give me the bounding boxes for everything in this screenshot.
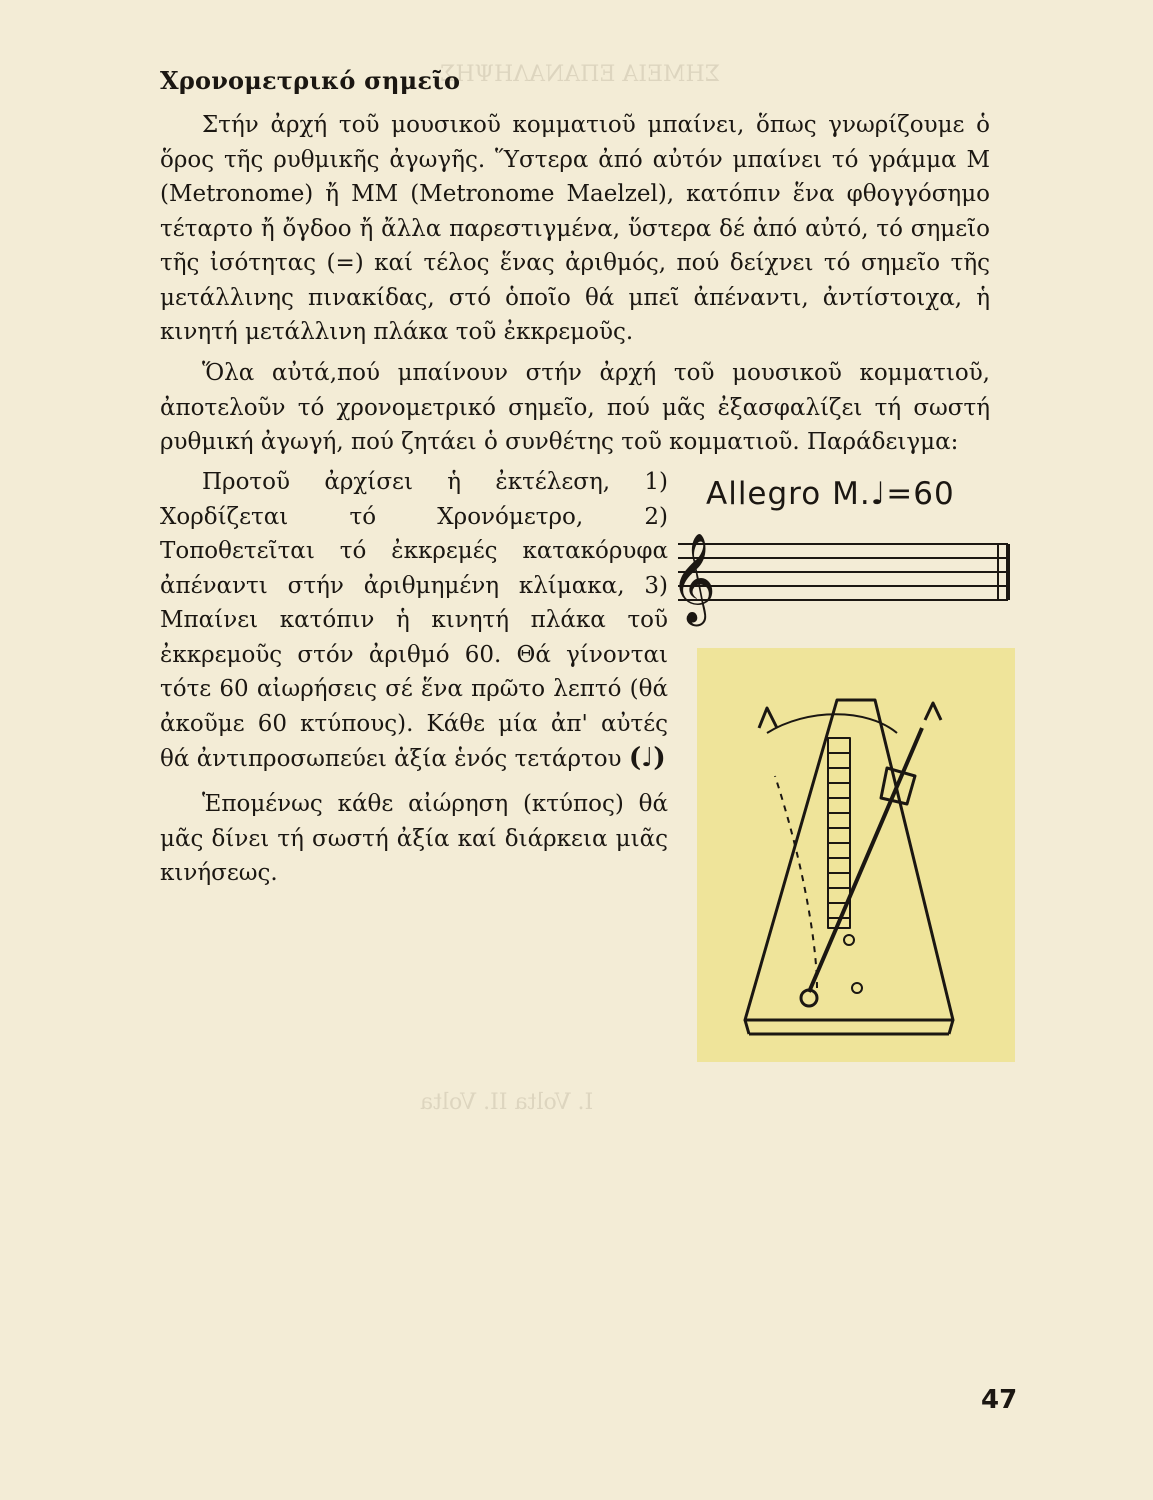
music-staff — [668, 520, 1013, 630]
quarter-note-symbol: (♩) — [628, 743, 666, 773]
treble-clef-icon: 𝄞 — [670, 533, 717, 623]
tempo-marking: Allegro M.♩=60 — [706, 476, 955, 512]
paragraph-summary: Ὅλα αὐτά,πού μπαίνουν στήν ἀρχή τοῦ μουσικοῦ κομματιοῦ, ἀποτελοῦν τό χρονομετρικό σημεῖο, πού μᾶς ἐξασφαλίζει τή σωστή ρυθμική ἀγωγή, πού ζητάει ὁ συνθέτης τοῦ κομματιοῦ. Παράδειγμα: — [160, 360, 990, 455]
page-number: 47 — [981, 1385, 1018, 1415]
paragraph-procedure — [160, 465, 668, 777]
bleed-through-text: Ι. Volta ΙΙ. Volta — [420, 1090, 594, 1115]
metronome-icon — [697, 648, 1015, 1062]
procedure-text: Προτοῦ ἀρχίσει ἡ ἐκτέλεση, 1) Χορδίζεται τό Χρονόμετρο, 2) Τοποθετεῖται τό ἐκκρεμές κατακόρυφα ἀπέναντι στήν ἀριθμημένη κλίμακα, 3) Μπαίνει κατόπιν ἡ κινητή πλάκα τοῦ ἐκκρεμοῦς στόν ἀριθμό 60. Θά γίνονται τότε 60 αἰωρήσεις σέ ἕνα πρῶτο λεπτό (θά ἀκοῦμε 60 κτύπους). Κάθε μία ἀπ' αὐτές θά ἀντιπροσωπεύει ἀξία ἑνός τετάρτου — [160, 469, 668, 772]
bleed-through-text: ΣΗΜΕΙΑ ΕΠΑΝΑΛΗΨΗΣ — [440, 62, 721, 87]
paragraph-conclusion: Ἑπομένως κάθε αἰώρηση (κτύπος) θά μᾶς δίνει τή σωστή ἀξία καί διάρκεια μιᾶς κινήσεως. — [160, 791, 668, 886]
page-heading: Χρονομετρικό σημεῖο — [160, 66, 461, 95]
paragraph-intro: Στήν ἀρχή τοῦ μουσικοῦ κομματιοῦ μπαίνει, ὅπως γνωρίζουμε ὁ ὅρος τῆς ρυθμικῆς ἀγωγῆς. Ὕστερα ἀπό αὐτόν μπαίνει τό γράμμα Μ (Metronome) ἤ ΜΜ (Metronome Maelzel), κατόπιν ἕνα φθογγόσημο τέταρτο ἤ ὄγδοο ἤ ἄλλα παρεστιγμένα, ὕστερα δέ ἀπό αὐτό, τό σημεῖο τῆς ἰσότητας (=) καί τέλος ἕνας ἀριθμός, πού δείχνει τό σημεῖο τῆς μετάλλινης πινακίδας, στό ὁποῖο θά μπεῖ ἀπέναντι, ἀντίστοιχα, ἡ κινητή μετάλλινη πλάκα τοῦ ἐκκρεμοῦς. — [160, 112, 990, 345]
